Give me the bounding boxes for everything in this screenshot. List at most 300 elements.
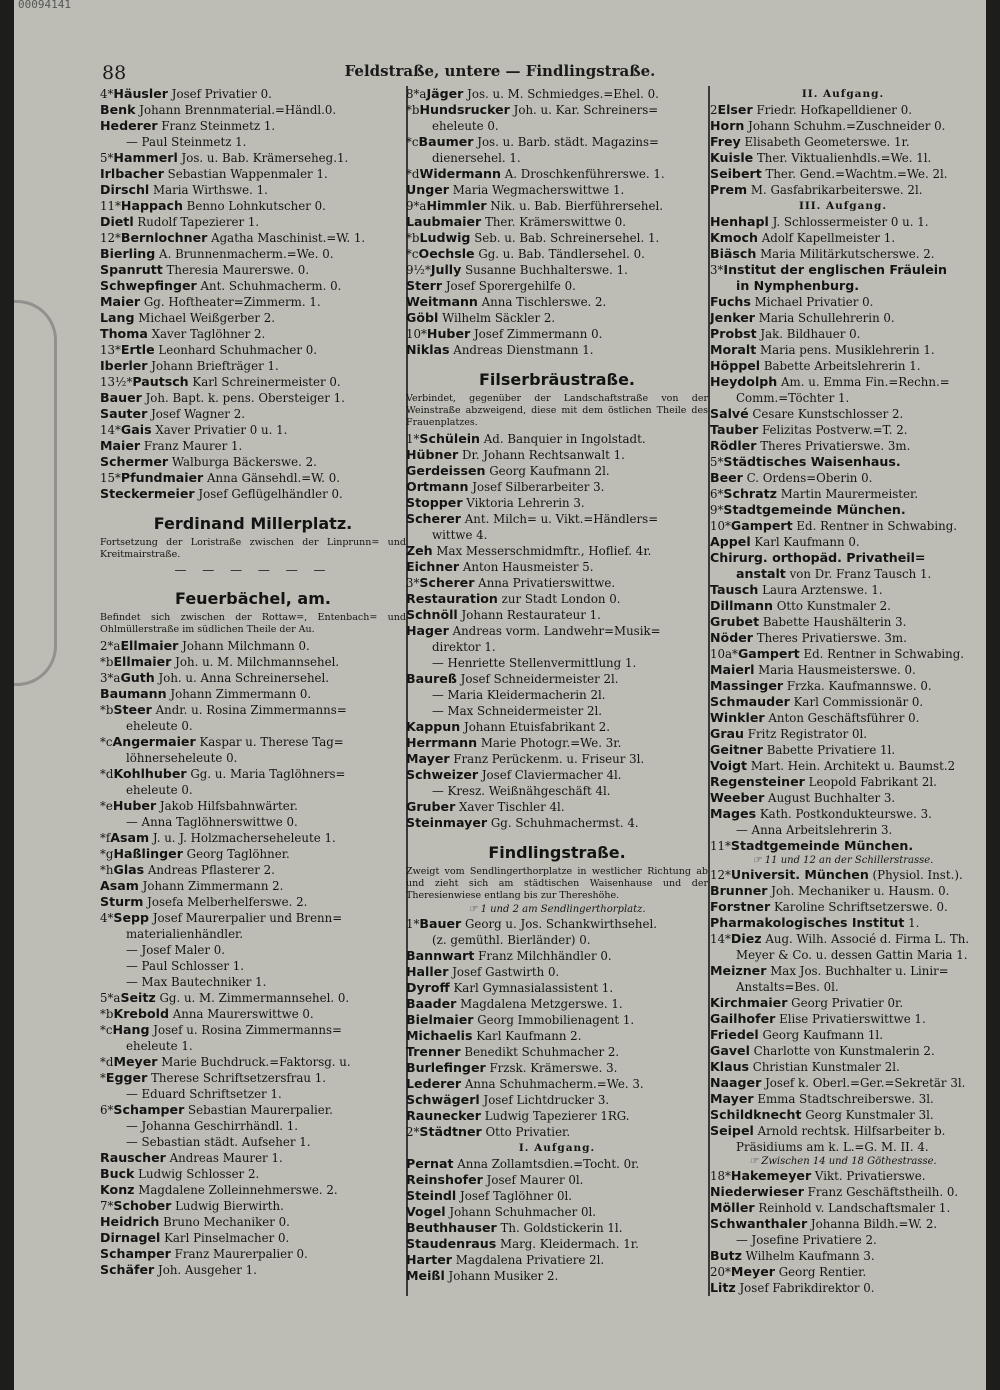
resident-details: Josefa Melberhelferswe. 2.: [147, 895, 308, 909]
resident-details: A. Droschkenführerswe. 1.: [504, 167, 665, 181]
directory-entry: [710, 1075, 976, 1091]
resident-details: von Dr. Franz Tausch 1.: [789, 567, 932, 581]
resident-name: Schweizer: [406, 767, 479, 782]
directory-entry: [406, 1188, 708, 1204]
directory-entry: [406, 1204, 708, 1220]
house-number: *d: [100, 1055, 114, 1069]
directory-entry: [710, 326, 976, 342]
resident-name: Schwepfinger: [100, 278, 197, 293]
house-number: 8*a: [406, 87, 427, 101]
resident-details: Seb. u. Bab. Schreinersehel. 1.: [474, 231, 660, 245]
directory-entry: [100, 438, 406, 454]
street-description: Verbindet, gegenüber der Landschaftstraße von der Weinstraße abzweigend, diese mit dem östlichen Theile des Frauenplatzes.: [406, 393, 708, 428]
resident-name: Beuthhauser: [406, 1220, 497, 1235]
directory-entry: [100, 454, 406, 470]
directory-entry: [710, 550, 976, 566]
directory-entry: [710, 102, 976, 118]
directory-entry: [710, 1232, 976, 1248]
resident-details: Josef Claviermacher 4l.: [481, 768, 622, 782]
directory-entry: [100, 798, 406, 814]
resident-name: in Nymphenburg.: [736, 278, 860, 293]
resident-name: Frey: [710, 134, 741, 149]
resident-name: Stadtgemeinde München.: [730, 838, 914, 853]
resident-name: Haßlinger: [113, 846, 183, 861]
directory-entry: [100, 1230, 406, 1246]
resident-name: Appel: [710, 534, 751, 549]
resident-details: Am. u. Emma Fin.=Rechn.=: [781, 375, 950, 389]
directory-entry: [406, 463, 708, 479]
resident-name: Ortmann: [406, 479, 469, 494]
resident-details: Josef Schneidermeister 2l.: [460, 672, 619, 686]
street-heading: Ferdinand Millerplatz.: [153, 514, 353, 533]
house-number: 5*a: [100, 991, 121, 1005]
directory-entry: [100, 374, 406, 390]
directory-entry: [100, 718, 406, 734]
resident-name: Brunner: [710, 883, 768, 898]
resident-details: Josef Geflügelhändler 0.: [198, 487, 343, 501]
resident-details: — Max Bautechniker 1.: [126, 975, 267, 989]
resident-details: Maria Schullehrerin 0.: [758, 311, 895, 325]
directory-entry: [100, 686, 406, 702]
resident-details: Kath. Postkondukteurswe. 3.: [759, 807, 932, 821]
house-number: 18*: [710, 1169, 731, 1183]
directory-entry: [406, 1124, 708, 1140]
house-number: *c: [100, 735, 113, 749]
resident-name: Guth: [120, 670, 155, 685]
resident-name: Naager: [710, 1075, 762, 1090]
directory-entry: [100, 1054, 406, 1070]
directory-entry: [406, 1252, 708, 1268]
directory-entry: [710, 454, 976, 470]
resident-name: Niklas: [406, 342, 450, 357]
resident-details: Johann Zimmermann 2.: [142, 879, 284, 893]
directory-entry: [710, 1280, 976, 1296]
section-divider: — — — — — —: [174, 563, 332, 577]
resident-details: Marg. Kleidermach. 1r.: [500, 1237, 639, 1251]
resident-details: Ludwig Tapezierer 1RG.: [484, 1109, 630, 1123]
resident-details: 1.: [908, 916, 920, 930]
house-number: 1*: [406, 917, 420, 931]
directory-entry: [710, 963, 976, 979]
resident-name: Reinshofer: [406, 1172, 483, 1187]
resident-name: Hang: [112, 1022, 150, 1037]
directory-entry: [100, 862, 406, 878]
directory-entry: [710, 422, 976, 438]
directory-entry: [710, 182, 976, 198]
house-number: 7*: [100, 1199, 114, 1213]
location-hint: ☞ 11 und 12 an der Schillerstrasse.: [752, 855, 934, 866]
directory-entry: [406, 134, 708, 150]
resident-name: Gerdeissen: [406, 463, 486, 478]
resident-name: Schermer: [100, 454, 169, 469]
directory-entry: [406, 751, 708, 767]
directory-entry: [100, 134, 406, 150]
resident-details: Anna Tischlerswe. 2.: [481, 295, 607, 309]
resident-details: Otto Kunstmaler 2.: [776, 599, 891, 613]
resident-name: Heidrich: [100, 1214, 160, 1229]
house-number: *d: [100, 767, 114, 781]
resident-details: Mart. Hein. Architekt u. Baumst.2: [750, 759, 956, 773]
directory-entry: [710, 1139, 976, 1155]
directory-entry: [100, 486, 406, 502]
column-right: [710, 86, 976, 1296]
directory-entry: [406, 102, 708, 118]
resident-details: Johann Schuhm.=Zuschneider 0.: [748, 119, 946, 133]
directory-entry: [100, 1038, 406, 1054]
resident-name: Mayer: [406, 751, 450, 766]
directory-entry: [406, 1028, 708, 1044]
directory-entry: [100, 342, 406, 358]
house-number: *e: [100, 799, 113, 813]
directory-entry: [406, 527, 708, 543]
resident-name: Schnöll: [406, 607, 458, 622]
resident-details: Anna Maurerswittwe 0.: [172, 1007, 314, 1021]
directory-entry: [710, 118, 976, 134]
resident-details: — Anna Taglöhnerswittwe 0.: [126, 815, 298, 829]
resident-name: Eichner: [406, 559, 460, 574]
resident-details: Johanna Bildh.=W. 2.: [810, 1217, 938, 1231]
directory-entry: [710, 262, 976, 278]
resident-details: Karl Commissionär 0.: [793, 695, 924, 709]
street-heading: Findlingstraße.: [488, 843, 626, 862]
resident-details: Ant. Schuhmacherm. 0.: [200, 279, 342, 293]
house-number: 4*: [100, 911, 114, 925]
house-number: *b: [406, 103, 420, 117]
resident-name: Sauter: [100, 406, 148, 421]
resident-details: Therese Schriftsetzersfrau 1.: [151, 1071, 327, 1085]
resident-details: Sebastian Wappenmaler 1.: [167, 167, 328, 181]
resident-details: Ther. Gend.=Wachtm.=We. 2l.: [765, 167, 948, 181]
resident-details: eheleute 0.: [432, 119, 499, 133]
resident-name: Gampert: [730, 518, 793, 533]
directory-entry: [710, 1091, 976, 1107]
resident-name: Kappun: [406, 719, 461, 734]
resident-details: Aug. Wilh. Associé d. Firma L. Th.: [765, 932, 970, 946]
resident-details: — Johanna Geschirrhändl. 1.: [126, 1119, 299, 1133]
directory-entry: [406, 719, 708, 735]
resident-name: Ertle: [120, 342, 155, 357]
directory-entry: [406, 623, 708, 639]
resident-details: Anstalts=Bes. 0l.: [736, 980, 839, 994]
resident-name: Buck: [100, 1166, 135, 1181]
directory-entry: [710, 883, 976, 899]
resident-details: — Josefine Privatiere 2.: [736, 1233, 877, 1247]
resident-details: Frzka. Kaufmannswe. 0.: [786, 679, 932, 693]
resident-name: Hammerl: [113, 150, 178, 165]
resident-name: Bielmaier: [406, 1012, 474, 1027]
resident-name: Lang: [100, 310, 135, 325]
resident-name: Henhapl: [710, 214, 769, 229]
resident-name: Himmler: [426, 198, 487, 213]
resident-name: Sterr: [406, 278, 443, 293]
directory-entry: [710, 806, 976, 822]
resident-details: Andreas Pflasterer 2.: [147, 863, 275, 877]
resident-details: A. Brunnenmacherm.=We. 0.: [159, 247, 334, 261]
resident-details: Ed. Rentner in Schwabing.: [796, 519, 958, 533]
resident-name: Harter: [406, 1252, 453, 1267]
resident-details: Jos. u. M. Schmiedges.=Ehel. 0.: [467, 87, 659, 101]
resident-name: Haller: [406, 964, 449, 979]
resident-name: Baader: [406, 996, 457, 1011]
resident-details: — Max Schneidermeister 2l.: [432, 704, 603, 718]
resident-details: Xaver Privatier 0 u. 1.: [155, 423, 288, 437]
resident-details: Karl Kaufmann 0.: [754, 535, 860, 549]
resident-name: Schäfer: [100, 1262, 155, 1277]
resident-details: Marie Buchdruck.=Faktorsg. u.: [161, 1055, 351, 1069]
resident-details: Josef Privatier 0.: [171, 87, 272, 101]
resident-details: Karl Kaufmann 2.: [476, 1029, 582, 1043]
resident-details: Max Messerschmidmftr., Hoflief. 4r.: [436, 544, 652, 558]
street-heading: Filserbräustraße.: [479, 370, 635, 389]
resident-details: Josef u. Rosina Zimmermanns=: [153, 1023, 342, 1037]
location-hint: ☞ Zwischen 14 und 18 Göthestrasse.: [749, 1156, 937, 1167]
directory-entry: [710, 310, 976, 326]
resident-details: — Eduard Schriftsetzer 1.: [126, 1087, 282, 1101]
directory-entry: [100, 1166, 406, 1182]
directory-entry: [710, 979, 976, 995]
directory-entry: [100, 782, 406, 798]
directory-entry: [406, 1268, 708, 1284]
directory-entry: [710, 1011, 976, 1027]
resident-details: Ther. Viktualienhdls.=We. 1l.: [756, 151, 932, 165]
resident-name: Hübner: [406, 447, 459, 462]
resident-details: Josef Gastwirth 0.: [452, 965, 560, 979]
resident-name: Dietl: [100, 214, 134, 229]
resident-name: Unger: [406, 182, 449, 197]
resident-name: Elser: [717, 102, 753, 117]
resident-details: Josef Maurer 0l.: [486, 1173, 584, 1187]
resident-details: Franz Maurerpalier 0.: [174, 1247, 308, 1261]
resident-name: Diez: [730, 931, 762, 946]
directory-entry: [100, 1118, 406, 1134]
directory-entry: [100, 1150, 406, 1166]
resident-name: Nöder: [710, 630, 753, 645]
resident-details: Andreas Maurer 1.: [169, 1151, 283, 1165]
directory-entry: [406, 118, 708, 134]
house-number: 1*: [406, 432, 420, 446]
resident-name: Massinger: [710, 678, 784, 693]
directory-entry: [100, 150, 406, 166]
directory-entry: [100, 406, 406, 422]
directory-entry: [710, 995, 976, 1011]
resident-details: Dr. Johann Rechtsanwalt 1.: [462, 448, 625, 462]
resident-name: Pernat: [406, 1156, 454, 1171]
resident-details: Josef Wagner 2.: [151, 407, 245, 421]
directory-entry: [406, 543, 708, 559]
directory-entry: [100, 102, 406, 118]
resident-details: Benedikt Schuhmacher 2.: [464, 1045, 620, 1059]
resident-name: Hakemeyer: [730, 1168, 812, 1183]
resident-details: Kaspar u. Therese Tag=: [199, 735, 344, 749]
resident-details: Gg. u. M. Zimmermannsehel. 0.: [159, 991, 350, 1005]
resident-name: Steer: [113, 702, 152, 717]
directory-entry: [100, 294, 406, 310]
directory-entry: [406, 815, 708, 831]
directory-entry: [100, 910, 406, 926]
binder-clip-shadow: [14, 300, 57, 686]
location-hint: ☞ 1 und 2 am Sendlingerthorplatz.: [468, 904, 646, 915]
house-number: 9½*: [406, 263, 431, 277]
directory-entry: [406, 447, 708, 463]
resident-name: Hundsrucker: [419, 102, 510, 117]
directory-entry: [710, 166, 976, 182]
resident-name: Zeh: [406, 543, 433, 558]
resident-name: Rauscher: [100, 1150, 166, 1165]
resident-name: Göbl: [406, 310, 439, 325]
resident-details: Georg Rentier.: [778, 1265, 867, 1279]
resident-name: Klaus: [710, 1059, 750, 1074]
directory-entry: [406, 996, 708, 1012]
resident-details: Josef Lichtdrucker 3.: [483, 1093, 610, 1107]
directory-entry: [710, 1200, 976, 1216]
directory-entry: [710, 774, 976, 790]
resident-name: Heydolph: [710, 374, 778, 389]
directory-entry: [100, 830, 406, 846]
resident-details: Johann Schuhmacher 0l.: [449, 1205, 597, 1219]
stairway-heading: II. Aufgang.: [801, 88, 885, 100]
directory-entry: [406, 639, 708, 655]
house-number: 11*: [100, 199, 121, 213]
directory-entry: [710, 294, 976, 310]
resident-details: Josef k. Oberl.=Ger.=Sekretär 3l.: [765, 1076, 966, 1090]
directory-entry: [710, 646, 976, 662]
resident-name: Scherer: [406, 511, 462, 526]
resident-name: Bauer: [419, 916, 462, 931]
resident-details: eheleute 0.: [126, 783, 193, 797]
house-number: 11*: [710, 839, 731, 853]
directory-entry: [710, 486, 976, 502]
resident-details: Joh. u. Anna Schreinersehel.: [158, 671, 330, 685]
directory-entry: [100, 654, 406, 670]
resident-details: Michael Privatier 0.: [754, 295, 874, 309]
resident-name: Mayer: [710, 1091, 754, 1106]
resident-details: Max Jos. Buchhalter u. Linir=: [770, 964, 949, 978]
resident-details: Franz Perückenm. u. Friseur 3l.: [453, 752, 645, 766]
resident-details: Josef Taglöhner 0l.: [460, 1189, 572, 1203]
resident-name: Schildknecht: [710, 1107, 802, 1122]
resident-name: Ellmaier: [120, 638, 179, 653]
resident-name: Kuisle: [710, 150, 754, 165]
resident-name: Thoma: [100, 326, 148, 341]
resident-name: Meizner: [710, 963, 767, 978]
resident-details: Franz Steinmetz 1.: [161, 119, 276, 133]
resident-details: Georg Kaufmann 1l.: [762, 1028, 883, 1042]
resident-details: Johann Milchmann 0.: [182, 639, 310, 653]
resident-details: zur Stadt London 0.: [501, 592, 621, 606]
resident-name: Iberler: [100, 358, 148, 373]
directory-entry: [406, 86, 708, 102]
directory-entry: [100, 326, 406, 342]
directory-entry: [710, 1168, 976, 1184]
directory-entry: [710, 390, 976, 406]
resident-name: Lederer: [406, 1076, 462, 1091]
resident-details: Franz Maurer 1.: [143, 439, 243, 453]
resident-details: Magdalena Privatiere 2l.: [455, 1253, 605, 1267]
resident-details: Reinhold v. Landschaftsmaler 1.: [758, 1201, 951, 1215]
page-number: 88: [102, 62, 127, 84]
directory-entry: [710, 630, 976, 646]
directory-entry: [406, 182, 708, 198]
house-number: *c: [100, 1023, 113, 1037]
resident-name: Dirnagel: [100, 1230, 161, 1245]
resident-name: Irlbacher: [100, 166, 164, 181]
resident-name: Baumer: [418, 134, 474, 149]
resident-details: Theres Privatierswe. 3m.: [756, 631, 907, 645]
house-number: 2: [710, 103, 718, 117]
resident-name: Michaelis: [406, 1028, 473, 1043]
house-number: 2*: [406, 1125, 420, 1139]
resident-details: Karl Schreinermeister 0.: [192, 375, 341, 389]
directory-entry: [100, 942, 406, 958]
directory-entry: [100, 1070, 406, 1086]
house-number: 20*: [710, 1265, 731, 1279]
directory-entry: [710, 134, 976, 150]
resident-name: Sepp: [113, 910, 150, 925]
directory-entry: [710, 342, 976, 358]
resident-details: dienersehel. 1.: [432, 151, 521, 165]
resident-name: anstalt: [736, 566, 786, 581]
resident-name: Herrmann: [406, 735, 478, 750]
directory-entry: [406, 1220, 708, 1236]
house-number: 10a*: [710, 647, 738, 661]
resident-name: Kohlhuber: [113, 766, 187, 781]
resident-name: Staudenraus: [406, 1236, 497, 1251]
directory-entry: [100, 846, 406, 862]
resident-details: Georg Privatier 0r.: [791, 996, 904, 1010]
directory-entry: [406, 1060, 708, 1076]
resident-details: Gg. Schuhmachermst. 4.: [490, 816, 639, 830]
directory-entry: [710, 694, 976, 710]
directory-entry: [100, 230, 406, 246]
directory-entry: [406, 479, 708, 495]
resident-details: — Anna Arbeitslehrerin 3.: [736, 823, 893, 837]
resident-name: Häusler: [113, 86, 168, 101]
directory-entry: [100, 926, 406, 942]
resident-name: Maierl: [710, 662, 755, 677]
resident-name: Grubet: [710, 614, 760, 629]
directory-entry: [710, 502, 976, 518]
resident-name: Steindl: [406, 1188, 457, 1203]
directory-entry: [406, 246, 708, 262]
directory-entry: [406, 150, 708, 166]
resident-details: Leopold Fabrikant 2l.: [808, 775, 937, 789]
house-number: *b: [406, 231, 420, 245]
directory-entry: [710, 406, 976, 422]
resident-details: Charlotte von Kunstmalerin 2.: [753, 1044, 935, 1058]
resident-details: materialienhändler.: [126, 927, 244, 941]
directory-entry: [406, 655, 708, 671]
resident-name: Gavel: [710, 1043, 750, 1058]
house-number: 3*: [710, 263, 724, 277]
house-number: *: [100, 1071, 106, 1085]
directory-entry: [710, 726, 976, 742]
directory-entry: [100, 278, 406, 294]
resident-details: Elisabeth Geometerswe. 1r.: [744, 135, 910, 149]
resident-details: Andreas vorm. Landwehr=Musik=: [452, 624, 661, 638]
resident-details: — Josef Maler 0.: [126, 943, 226, 957]
resident-details: Anna Privatierswittwe.: [478, 576, 616, 590]
resident-name: Maier: [100, 438, 141, 453]
resident-details: Maria Wegmacherswittwe 1.: [452, 183, 625, 197]
resident-name: Huber: [426, 326, 471, 341]
resident-details: Johann Restaurateur 1.: [461, 608, 601, 622]
resident-details: Gg. u. Maria Taglöhners=: [190, 767, 346, 781]
house-number: *b: [100, 655, 114, 669]
house-number: *f: [100, 831, 111, 845]
directory-entry: [710, 1264, 976, 1280]
resident-details: Friedr. Hofkapelldiener 0.: [756, 103, 912, 117]
directory-entry: [710, 518, 976, 534]
